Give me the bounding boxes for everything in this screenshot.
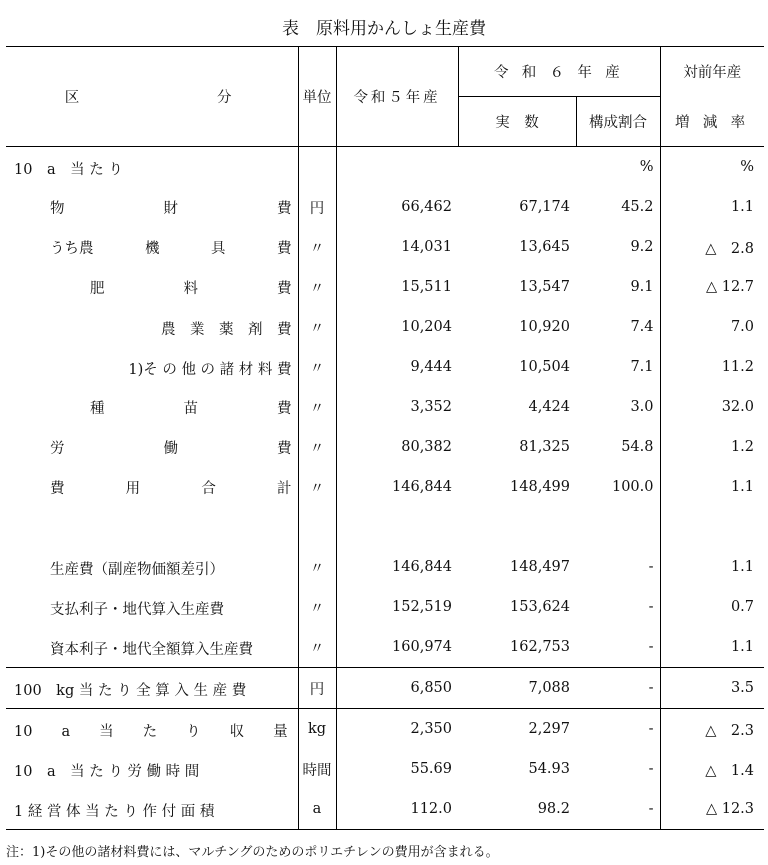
row-r5: 2,350 [336,709,458,750]
row-r5: 55.69 [336,749,458,789]
row-unit: 〃 [298,307,336,347]
row-label: 資本利子・地代全額算入生産費 [50,642,253,658]
row-share: - [648,559,654,575]
row-r6: 54.93 [528,761,570,777]
row-r5 [336,147,458,188]
row-label: 費 用 合 計 [50,480,292,497]
row-unit: 〃 [298,427,336,467]
row-r5: 66,462 [336,187,458,227]
row-share: - [576,789,660,830]
row-r6: 67,174 [519,199,570,215]
row-r6: 13,645 [519,239,570,255]
row-label: 労 働 費 [50,440,292,457]
row-label: 1)そ の 他 の 諸 材 料 費 [128,362,292,378]
row-r5: 15,511 [336,267,458,307]
row-r5: 112.0 [336,789,458,830]
row-unit: 〃 [298,467,336,507]
row-rate: 1.1 [660,467,764,507]
row-rate: 7.0 [660,307,764,347]
row-r6: 13,547 [519,279,570,295]
row-unit: 円 [298,187,336,227]
row-label: 1 経 営 体 当 た り 作 付 面 積 [6,789,298,830]
row-rate: 1.1 [660,627,764,668]
row-label: 支払利子・地代算入生産費 [50,602,224,618]
row-unit [298,147,336,188]
header-r6: 令 和 ６ 年 産 [458,47,660,97]
row-unit: kg [298,709,336,750]
row-unit: a [298,789,336,830]
header-r5: 令和５年産 [336,47,458,147]
row-share: - [576,709,660,750]
row-r5: 3,352 [336,387,458,427]
header-yoy-2: 増 減 率 [660,97,764,147]
row-share: 45.2 [621,199,654,215]
row-share: 9.2 [630,239,654,255]
row-r6: 148,497 [510,559,570,575]
row-r5: 146,844 [336,547,458,587]
row-unit: 時間 [298,749,336,789]
row-rate: △ 2.3 [660,709,764,750]
row-rate: △ 12.3 [660,789,764,830]
row-rate: 1.1 [660,547,764,587]
row-share: % [639,159,654,175]
row-rate: 11.2 [660,347,764,387]
row-r5: 146,844 [336,467,458,507]
row-r5: 160,974 [336,627,458,668]
row-label: 肥 料 費 [90,280,292,297]
row-label: 生産費（副産物価額差引） [50,562,224,578]
spacer-row [6,507,764,547]
row-r6: 7,088 [458,668,576,709]
row-rate: 3.5 [660,668,764,709]
row-unit: 〃 [298,547,336,587]
row-rate: △ 2.8 [660,227,764,267]
header-share: 構成割合 [576,97,660,147]
row-unit: 〃 [298,227,336,267]
row-share: 7.4 [630,319,654,335]
header-category: 区 分 [6,47,298,147]
row-r6 [458,147,576,188]
row-share: - [648,599,654,615]
row-unit: 〃 [298,267,336,307]
row-r5: 10,204 [336,307,458,347]
row-rate: 32.0 [660,387,764,427]
row-share: 54.8 [621,439,654,455]
row-unit: 円 [298,668,336,709]
header-unit: 単位 [298,47,336,147]
row-label: 10 a 当 た り 収 量 [6,709,298,750]
table-title: 表 原料用かんしょ生産費 [282,19,486,39]
row-r6: 4,424 [528,399,570,415]
row-unit: 〃 [298,627,336,668]
row-rate: 1.1 [660,187,764,227]
row-rate: △ 1.4 [660,749,764,789]
row-share: - [576,668,660,709]
row-share: 9.1 [630,279,654,295]
footnote: 注：1)その他の諸材料費には、マルチングのためのポリエチレンの費用が含まれる。 [6,845,499,860]
row-rate: 0.7 [660,587,764,627]
row-share: - [648,639,654,655]
row-r6: 81,325 [519,439,570,455]
row-r6: 10,504 [519,359,570,375]
row-share: 3.0 [630,399,654,415]
row-label: 10 a 当 た り 労 働 時 間 [14,764,200,780]
row-r5: 152,519 [336,587,458,627]
row-label: 10 a 当 た り [14,162,123,178]
row-unit: 〃 [298,587,336,627]
row-label: うち農 機 具 費 [50,240,292,257]
row-share: 7.1 [630,359,654,375]
row-rate: 1.2 [660,427,764,467]
row-share: 100.0 [611,479,654,495]
row-share: - [648,761,654,777]
row-unit: 〃 [298,387,336,427]
header-yoy-1: 対前年産 [660,47,764,97]
row-unit: 〃 [298,347,336,387]
row-label: 農 業 薬 剤 費 [161,322,292,338]
row-r5: 14,031 [336,227,458,267]
row-r5: 80,382 [336,427,458,467]
row-r5: 9,444 [336,347,458,387]
row-r5: 6,850 [336,668,458,709]
row-r6: 148,499 [510,479,570,495]
row-label: 種 苗 費 [90,400,292,417]
row-label: 100 kg 当 た り 全 算 入 生 産 費 [6,668,298,709]
row-r6: 98.2 [458,789,576,830]
header-actual: 実 数 [458,97,576,147]
row-r6: 10,920 [519,319,570,335]
cost-table [6,46,764,830]
row-rate: △ 12.7 [660,267,764,307]
row-r6: 2,297 [458,709,576,750]
row-rate: % [660,147,764,188]
row-r6: 153,624 [510,599,570,615]
row-r6: 162,753 [510,639,570,655]
row-label: 物 財 費 [50,200,292,217]
